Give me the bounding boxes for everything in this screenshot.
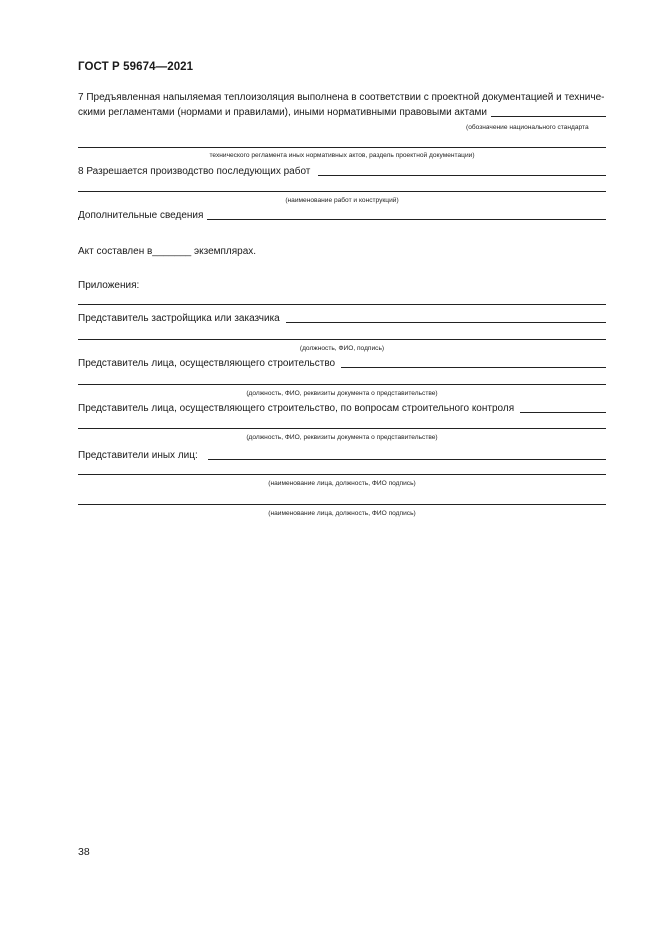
- section-8-blank-line[interactable]: [78, 191, 606, 192]
- attachments-label: Приложения:: [78, 280, 140, 291]
- rep-developer-caption: (должность, ФИО, подпись): [299, 345, 385, 352]
- page-number: 38: [78, 846, 90, 858]
- section-7-line-1: 7 Предъявленная напыляемая теплоизоляция выполнена в соответствии с проектной документацией и техниче-: [78, 92, 605, 103]
- rep-others-blank-line-2[interactable]: [78, 504, 606, 505]
- rep-others-label: Представители иных лиц:: [78, 450, 198, 461]
- rep-developer-label: Представитель застройщика или заказчика: [78, 313, 280, 324]
- rep-control-fill-line[interactable]: [520, 412, 606, 413]
- rep-control-blank-line[interactable]: [78, 428, 606, 429]
- section-7-line-2: скими регламентами (нормами и правилами), иными нормативными правовыми актами: [78, 107, 487, 118]
- rep-control-caption: (должность, ФИО, реквизиты документа о представительстве): [246, 434, 438, 441]
- additional-info-fill-line[interactable]: [207, 219, 606, 220]
- rep-builder-label: Представитель лица, осуществляющего строительство: [78, 358, 336, 369]
- rep-builder-fill-line[interactable]: [341, 367, 606, 368]
- section-7-row: [78, 107, 606, 119]
- rep-developer-row: [78, 313, 606, 325]
- rep-others-caption-2: (наименование лица, должность, ФИО подпись): [268, 510, 416, 517]
- additional-info-label: Дополнительные сведения: [78, 210, 204, 221]
- rep-control-row: [78, 403, 606, 415]
- rep-others-caption-1: (наименование лица, должность, ФИО подпись): [268, 480, 416, 487]
- rep-developer-blank-line[interactable]: [78, 339, 606, 340]
- section-7-fill-line[interactable]: [491, 116, 606, 117]
- attachments-blank-line[interactable]: [78, 304, 606, 305]
- rep-others-blank-line-1[interactable]: [78, 474, 606, 475]
- section-7-caption-2: технического регламента иных нормативных актов, раздель проектной документации): [209, 152, 475, 159]
- additional-info-row: [78, 210, 606, 222]
- rep-others-row: [78, 450, 606, 462]
- rep-builder-row: [78, 358, 606, 370]
- rep-builder-blank-line[interactable]: [78, 384, 606, 385]
- section-8-caption: (наименование работ и конструкций): [285, 197, 399, 204]
- rep-developer-fill-line[interactable]: [286, 322, 606, 323]
- section-8-fill-line[interactable]: [318, 175, 606, 176]
- rep-others-fill-line[interactable]: [208, 459, 606, 460]
- document-header: ГОСТ Р 59674—2021: [78, 61, 194, 73]
- section-8-label: 8 Разрешается производство последующих работ: [78, 166, 311, 177]
- act-copies-text: Акт составлен в_______ экземплярах.: [78, 246, 257, 257]
- section-8-row: [78, 166, 606, 178]
- rep-control-label: Представитель лица, осуществляющего строительство, по вопросам строительного контроля: [78, 403, 515, 414]
- rep-builder-caption: (должность, ФИО, реквизиты документа о представительстве): [246, 390, 438, 397]
- section-7-blank-line[interactable]: [78, 147, 606, 148]
- section-7-caption-1: (обозначение национального стандарта: [466, 124, 589, 131]
